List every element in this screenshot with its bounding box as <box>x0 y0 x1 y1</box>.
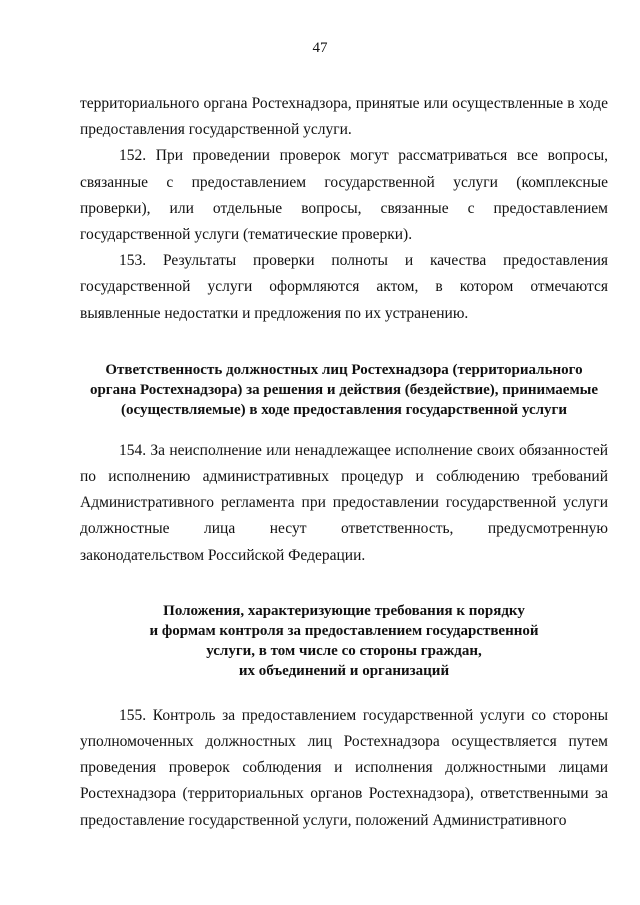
paragraph-152: 152. При проведении проверок могут рассматриваться все вопросы, связанные с предоставлением государственной услуги (комплексные проверки), или отдельные вопросы, связанные с предоставлением государственной услуги (тематические проверки). <box>80 147 608 244</box>
heading-line: Положения, характеризующие требования к порядку <box>163 602 525 619</box>
heading-line: и формам контроля за предоставлением государственной <box>149 622 539 639</box>
paragraph-154: 154. За неисполнение или ненадлежащее исполнение своих обязанностей по исполнению административных процедур и соблюдению требований Административного регламента при предоставлении государственной услуги должностные лица несут ответственность, предусмотренную законодательством Российской Федерации. <box>80 441 608 564</box>
heading-line: их объединений и организаций <box>238 662 450 679</box>
heading-line: услуги, в том числе со стороны граждан, <box>206 642 482 659</box>
document-body <box>80 91 608 834</box>
paragraph-155: 155. Контроль за предоставлением государственной услуги со стороны уполномоченных должностных лиц Ростехнадзора осуществляется путем проведения проверок соблюдения и исполнения должностными лицами Ростехнадзора (территориальных органов Ростехнадзора), ответственными за предоставление государственной услуги, положений Административного <box>80 706 608 829</box>
paragraph-continuation: территориального органа Ростехнадзора, принятые или осуществленные в ходе предоставления государственной услуги. <box>80 95 608 139</box>
paragraph-153: 153. Результаты проверки полноты и качества предоставления государственной услуги оформляются актом, в котором отмечаются выявленные недостатки и предложения по их устранению. <box>80 252 608 322</box>
section-heading-control <box>80 601 608 681</box>
heading-line: (осуществляемые) в ходе предоставления государственной услуги <box>120 401 568 418</box>
heading-line: органа Ростехнадзора) за решения и действия (бездействие), принимаемые <box>89 381 599 398</box>
section-heading-responsibility <box>80 360 608 420</box>
page-number: 47 <box>312 40 328 56</box>
heading-line: Ответственность должностных лиц Ростехнадзора (территориального <box>105 361 583 378</box>
